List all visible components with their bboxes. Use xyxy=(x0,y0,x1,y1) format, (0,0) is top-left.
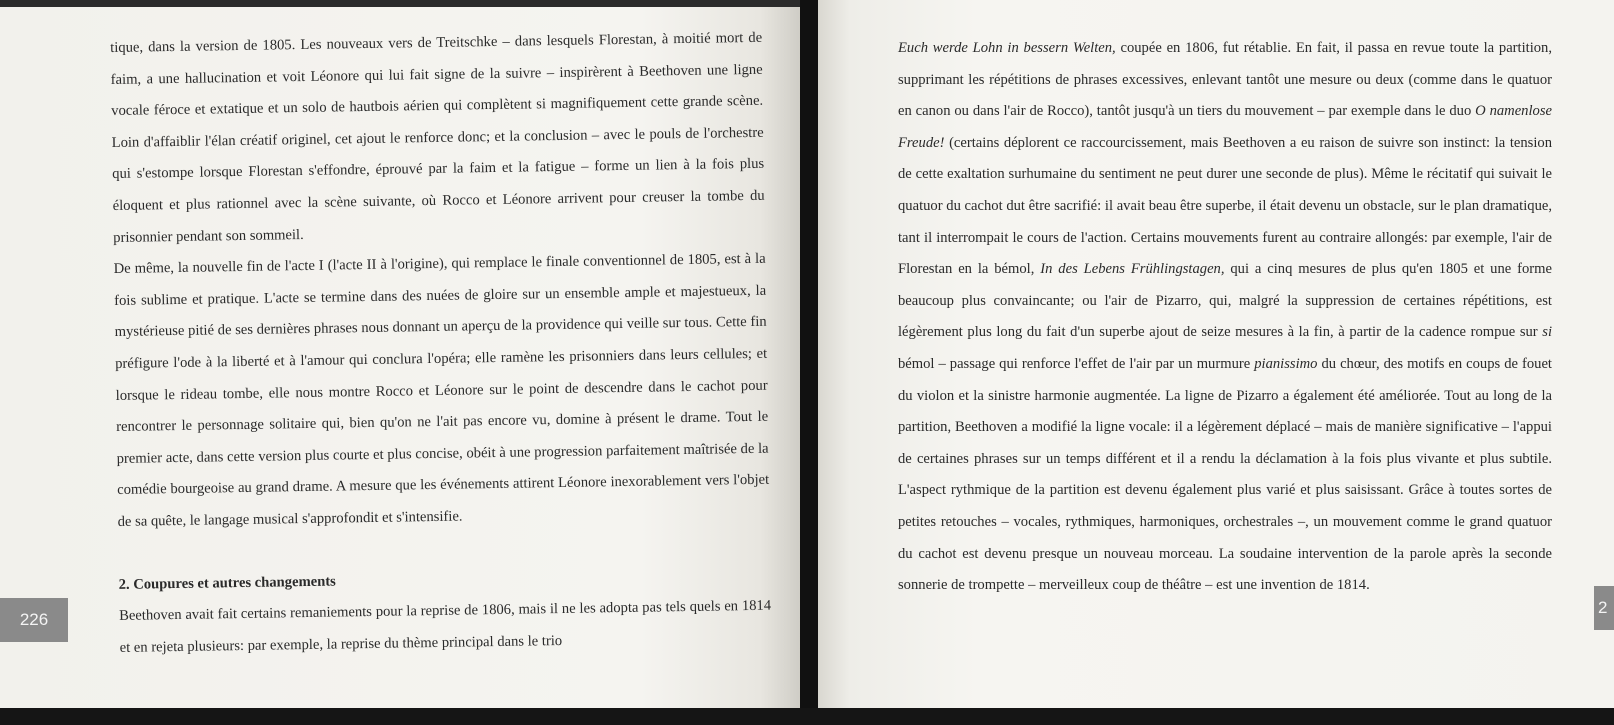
text-run: bémol – passage qui renforce l'effet de l'air par un murmure xyxy=(898,355,1255,372)
right-page-number-tab: 2 xyxy=(1594,586,1614,630)
right-page-text xyxy=(898,33,1552,602)
text-run: du chœur, des motifs en coups de fouet du violon et la sinistre harmonie augmentée. La ligne de Pizarro a également été améliorée. Tout au long de la partition, Beethoven a modifié la ligne vocale: il a légèrement déplacé – mais de manière significative – l'appui de certaines phrases sur un temps différent et il a rendu la déclamation à la fois plus vivante et plus subtile. L'aspect rythmique de la partition est devenu également plus varié et plus saisissant. Grâce à toutes sortes de petites retouches – vocales, rythmiques, harmoniques, orchestrales –, un mouvement comme le grand quatuor du cachot est devenu presque un nouveau morceau. La soudaine intervention de la parole après la seconde sonnerie de trompette – merveilleux coup de théâtre – est une invention de 1814. xyxy=(898,355,1552,594)
right-page xyxy=(818,0,1614,708)
left-page-text xyxy=(110,23,772,664)
italic-si: si xyxy=(1542,324,1552,341)
italic-pianissimo: pianissimo xyxy=(1254,355,1318,372)
left-paragraph-1: tique, dans la version de 1805. Les nouveaux vers de Treitschke – dans lesquels Florestan, à moitié mort de faim, a une hallucination et voit Léonore qui lui fait signe de la suivre – inspirèrent à Beethoven une ligne vocale féroce et extatique et un solo de hautbois aérien qui complètent si magnifiquement cette grande scène. Loin d'affaiblir l'élan créatif originel, cet ajout le renforce donc; et la conclusion – avec le pouls de l'orchestre qui s'estompe lorsque Florestan s'effondre, éprouvé par la faim et la fatigue – forme un lien à la fois plus éloquent et plus rationnel avec la scène suivante, où Rocco et Léonore arrivent pour creuser la tombe du prisonnier pendant son sommeil. xyxy=(110,29,765,246)
italic-title-lebens: In des Lebens Frühlingstagen, xyxy=(1040,261,1225,278)
left-paragraph-3: Beethoven avait fait certains remaniements pour la reprise de 1806, mais il ne les adopta pas tels quels en 1814 et en rejeta plusieurs: par exemple, la reprise du thème principal dans le trio xyxy=(119,597,772,656)
book-gutter xyxy=(800,0,818,725)
italic-title-namenlose: O namenlose Freude! xyxy=(898,103,1552,151)
top-shadow-strip xyxy=(0,0,800,7)
left-page-number-tab: 226 xyxy=(0,598,68,642)
text-run: qui a cinq mesures de plus qu'en 1805 et une forme beaucoup plus convaincante; ou l'air de Pizarro, qui, malgré la suppression de certaines répétitions, est légèrement plus long du fait d'un superbe ajout de seize mesures à la fin, à partir de la cadence rompue sur xyxy=(898,261,1552,341)
text-run: (certains déplorent ce raccourcissement, mais Beethoven a eu raison de suivre son instinct: la tension de cette exaltation surhumaine du sentiment ne peut durer une seconde de plus). Même le récitatif qui suivait le quatuor du cachot dut être sacrifié: il avait beau être superbe, il était devenu un obstacle, sur le plan dramatique, tant il interrompait le cours de l'action. Certains mouvements furent au contraire allongés: par exemple, l'air de Florestan en la bémol, xyxy=(898,134,1552,278)
left-page xyxy=(0,0,800,708)
text-run: coupée en 1806, fut rétablie. En fait, il passa en revue toute la partition, supprimant les répétitions de phrases excessives, enlevant tantôt une mesure ou deux (comme dans le quatuor en canon ou dans l'air de Rocco), tantôt jusqu'à un tiers du mouvement – par exemple dans le duo xyxy=(898,40,1553,120)
section-heading: 2. Coupures et autres changements xyxy=(118,573,336,593)
left-paragraph-2: De même, la nouvelle fin de l'acte I (l'acte II à l'origine), qui remplace le finale conventionnel de 1805, est à la fois sublime et pratique. L'acte se termine dans des nuées de gloire sur un ensemble ample et majestueux, la mystérieuse pitié de ses dernières phrases nous donnant un aperçu de la providence qui veille sur tous. Cette fin préfigure l'ode à la liberté et à l'amour qui conclura l'opéra; elle ramène les prisonniers dans leurs cellules; et lorsque le rideau tombe, elle nous montre Rocco et Léonore sur le point de descendre dans le cachot pour rencontrer le personnage solitaire qui, bien qu'on ne l'ait pas encore vu, domine à présent le drame. Tout le premier acte, dans cette version plus courte et plus concise, obéit à une progression parfaitement maîtrisée de la comédie bourgeoise au grand drame. A mesure que les événements attirent Léonore inexorablement vers l'objet de sa quête, le langage musical s'approfondit et s'intensifie. xyxy=(113,250,770,530)
italic-title-euch: Euch werde Lohn in bessern Welten, xyxy=(898,40,1116,56)
right-paragraph xyxy=(898,33,1552,602)
bottom-shadow xyxy=(0,708,1614,725)
